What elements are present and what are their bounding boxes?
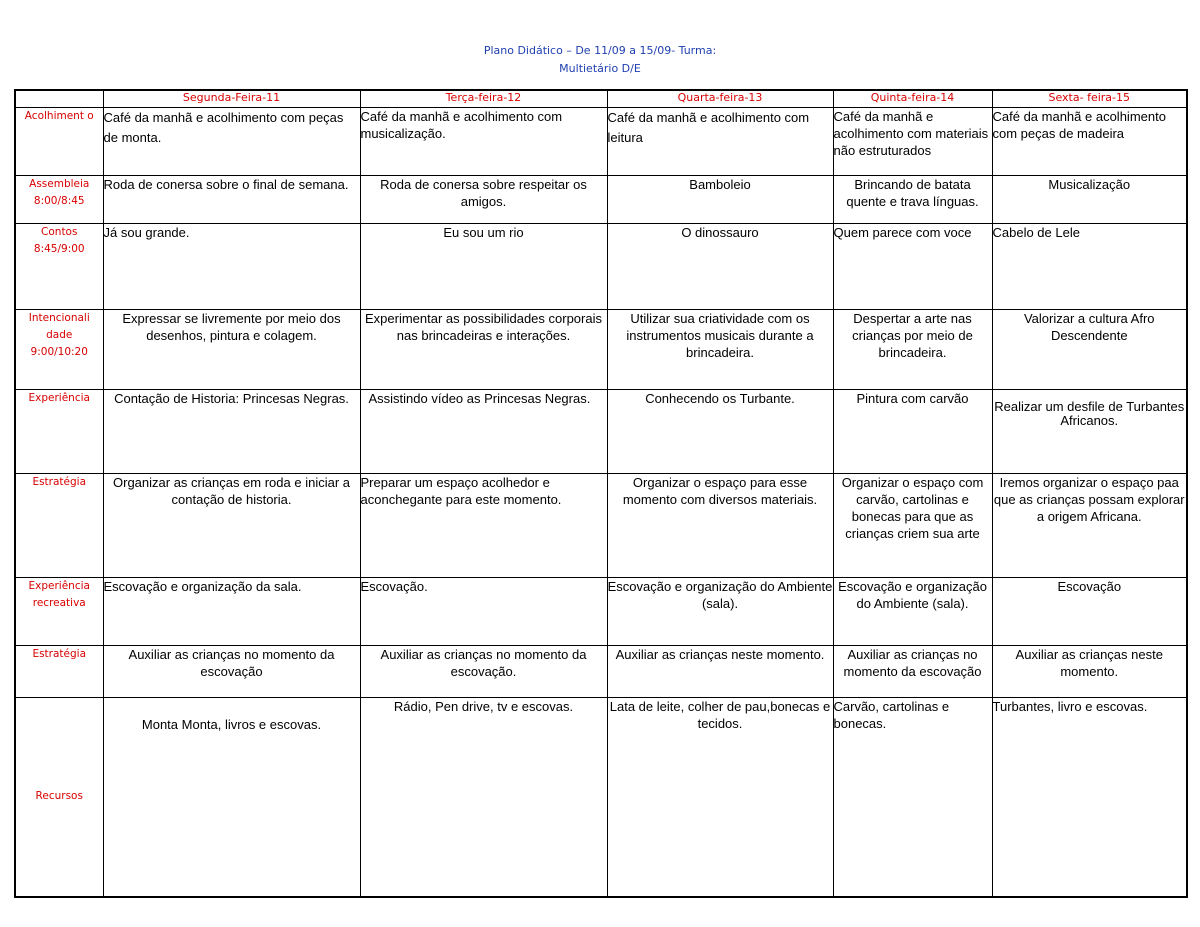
header-row <box>15 90 1187 108</box>
row-label: Estratégia <box>15 646 103 698</box>
corner-cell <box>15 90 103 108</box>
row-label: Experiência <box>15 390 103 474</box>
table-cell: Café da manhã e acolhimento com peças de madeira <box>992 108 1187 176</box>
table-cell: Brincando de batata quente e trava línguas. <box>833 176 992 224</box>
table-cell: Organizar o espaço para esse momento com diversos materiais. <box>607 474 833 578</box>
table-cell: Auxiliar as crianças neste momento. <box>607 646 833 698</box>
table-cell: Escovação. <box>360 578 607 646</box>
title-line-1: Plano Didático – De 11/09 a 15/09- Turma: <box>483 44 717 57</box>
table-row <box>15 224 1187 310</box>
row-label: Recursos <box>15 698 103 897</box>
table-cell: Auxiliar as crianças neste momento. <box>992 646 1187 698</box>
table-cell: Quem parece com voce <box>833 224 992 310</box>
table-row <box>15 646 1187 698</box>
table-row <box>15 176 1187 224</box>
day-header: Segunda-Feira-11 <box>103 90 360 108</box>
table-row <box>15 310 1187 390</box>
day-header: Quarta-feira-13 <box>607 90 833 108</box>
table-row <box>15 474 1187 578</box>
table-row <box>15 578 1187 646</box>
day-header: Terça-feira-12 <box>360 90 607 108</box>
table-cell: Cabelo de Lele <box>992 224 1187 310</box>
row-label: Intencionali dade 9:00/10:20 <box>15 310 103 390</box>
table-cell: Bamboleio <box>607 176 833 224</box>
table-cell: Eu sou um rio <box>360 224 607 310</box>
table-cell: Café da manhã e acolhimento com leitura <box>607 108 833 176</box>
row-label: Experiência recreativa <box>15 578 103 646</box>
table-cell: Escovação e organização do Ambiente (sala). <box>607 578 833 646</box>
title-line-2: Multietário D/E <box>559 62 641 75</box>
table-cell: Café da manhã e acolhimento com materiais não estruturados <box>833 108 992 176</box>
table-cell: Preparar um espaço acolhedor e aconchegante para este momento. <box>360 474 607 578</box>
table-cell: Contação de Historia: Princesas Negras. <box>103 390 360 474</box>
table-cell: Roda de conersa sobre respeitar os amigos. <box>360 176 607 224</box>
row-label: Estratégia <box>15 474 103 578</box>
table-cell: Auxiliar as crianças no momento da escovação. <box>360 646 607 698</box>
table-cell: Utilizar sua criatividade com os instrumentos musicais durante a brincadeira. <box>607 310 833 390</box>
table-cell: Expressar se livremente por meio dos desenhos, pintura e colagem. <box>103 310 360 390</box>
row-label: Contos 8:45/9:00 <box>15 224 103 310</box>
table-cell: Já sou grande. <box>103 224 360 310</box>
day-header: Sexta- feira-15 <box>992 90 1187 108</box>
table-row <box>15 698 1187 897</box>
table-cell: Rádio, Pen drive, tv e escovas. <box>360 698 607 897</box>
day-header: Quinta-feira-14 <box>833 90 992 108</box>
row-label: Assembleia 8:00/8:45 <box>15 176 103 224</box>
table-cell: Realizar um desfile de Turbantes Africanos. <box>992 390 1187 474</box>
table-cell: Assistindo vídeo as Princesas Negras. <box>360 390 607 474</box>
table-cell: Café da manhã e acolhimento com musicalização. <box>360 108 607 176</box>
table-cell: Escovação e organização do Ambiente (sala). <box>833 578 992 646</box>
table-cell: Musicalização <box>992 176 1187 224</box>
table-row <box>15 390 1187 474</box>
table-row <box>15 108 1187 176</box>
table-cell: Café da manhã e acolhimento com peças de monta. <box>103 108 360 176</box>
table-cell: Experimentar as possibilidades corporais nas brincadeiras e interações. <box>360 310 607 390</box>
table-cell: Conhecendo os Turbante. <box>607 390 833 474</box>
table-cell: Organizar o espaço com carvão, cartolinas e bonecas para que as crianças criem sua arte <box>833 474 992 578</box>
document-title <box>0 42 1200 78</box>
table-cell: Escovação <box>992 578 1187 646</box>
table-cell: Auxiliar as crianças no momento da escovação <box>103 646 360 698</box>
table-cell: Valorizar a cultura Afro Descendente <box>992 310 1187 390</box>
table-cell: Roda de conersa sobre o final de semana. <box>103 176 360 224</box>
table-cell: Organizar as crianças em roda e iniciar a contação de historia. <box>103 474 360 578</box>
table-cell: Monta Monta, livros e escovas. <box>103 698 360 897</box>
table-cell: Despertar a arte nas crianças por meio de brincadeira. <box>833 310 992 390</box>
lesson-plan-table <box>14 89 1188 898</box>
table-cell: Lata de leite, colher de pau,bonecas e tecidos. <box>607 698 833 897</box>
table-cell: Auxiliar as crianças no momento da escovação <box>833 646 992 698</box>
table-cell: Iremos organizar o espaço paa que as crianças possam explorar a origem Africana. <box>992 474 1187 578</box>
row-label: Acolhiment o <box>15 108 103 176</box>
table-cell: O dinossauro <box>607 224 833 310</box>
table-cell: Pintura com carvão <box>833 390 992 474</box>
table-cell: Carvão, cartolinas e bonecas. <box>833 698 992 897</box>
table-cell: Turbantes, livro e escovas. <box>992 698 1187 897</box>
table-cell: Escovação e organização da sala. <box>103 578 360 646</box>
